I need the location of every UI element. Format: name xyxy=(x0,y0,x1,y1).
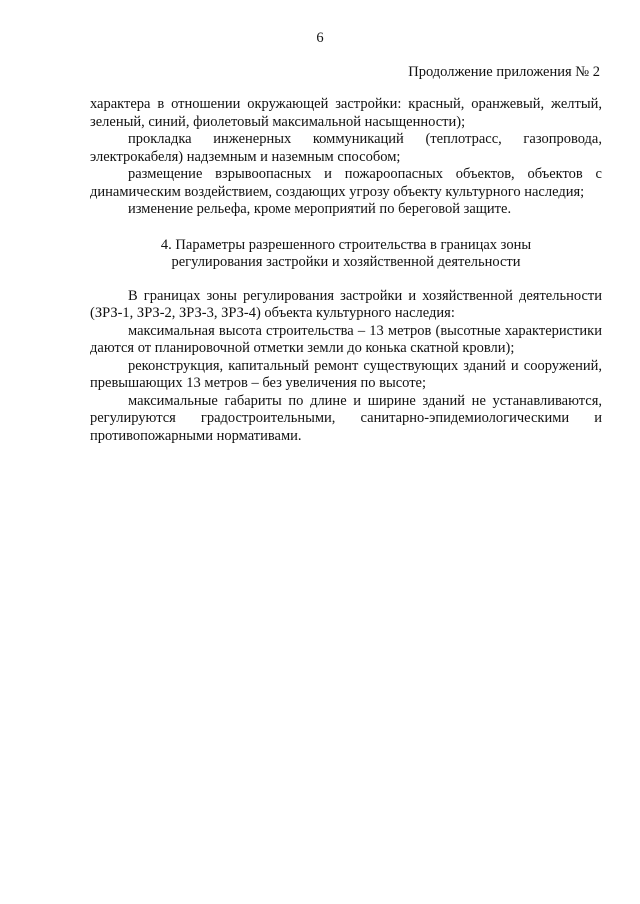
list-item: прокладка инженерных коммуникаций (теплотрасс, газопровода, электрокабеля) надземным и наземным способом; xyxy=(90,131,602,165)
list-item: размещение взрывоопасных и пожароопасных объектов, объектов с динамическим воздействием, создающих угрозу объекту культурного наследия; xyxy=(90,166,602,200)
section-heading-line: регулирования застройки и хозяйственной деятельности xyxy=(171,254,521,270)
list-item: изменение рельефа, кроме мероприятий по береговой защите. xyxy=(128,201,512,217)
section-heading xyxy=(90,237,602,272)
paragraph-intro: В границах зоны регулирования застройки и хозяйственной деятельности (ЗРЗ-1, ЗРЗ-2, ЗРЗ-3, ЗРЗ-4) объекта культурного наследия: xyxy=(90,287,602,321)
appendix-continuation-note: Продолжение приложения № 2 xyxy=(408,64,600,80)
paragraph-item: максимальная высота строительства – 13 метров (высотные характеристики даются от планировочной отметки земли до конька скатной кровли); xyxy=(90,322,602,356)
paragraph-item: реконструкция, капитальный ремонт существующих зданий и сооружений, превышающих 13 метров – без увеличения по высоте; xyxy=(90,357,602,391)
page-number: 6 xyxy=(316,30,324,46)
document-body xyxy=(90,96,602,445)
section-heading-line: 4. Параметры разрешенного строительства в границах зоны xyxy=(160,236,532,253)
paragraph-item: максимальные габариты по длине и ширине зданий не устанавливаются, регулируются градостроительными, санитарно-эпидемиологическими и противопожарными нормативами. xyxy=(90,392,602,444)
list-item-continuation: характера в отношении окружающей застройки: красный, оранжевый, желтый, зеленый, синий, фиолетовый максимальной насыщенности); xyxy=(90,96,602,130)
